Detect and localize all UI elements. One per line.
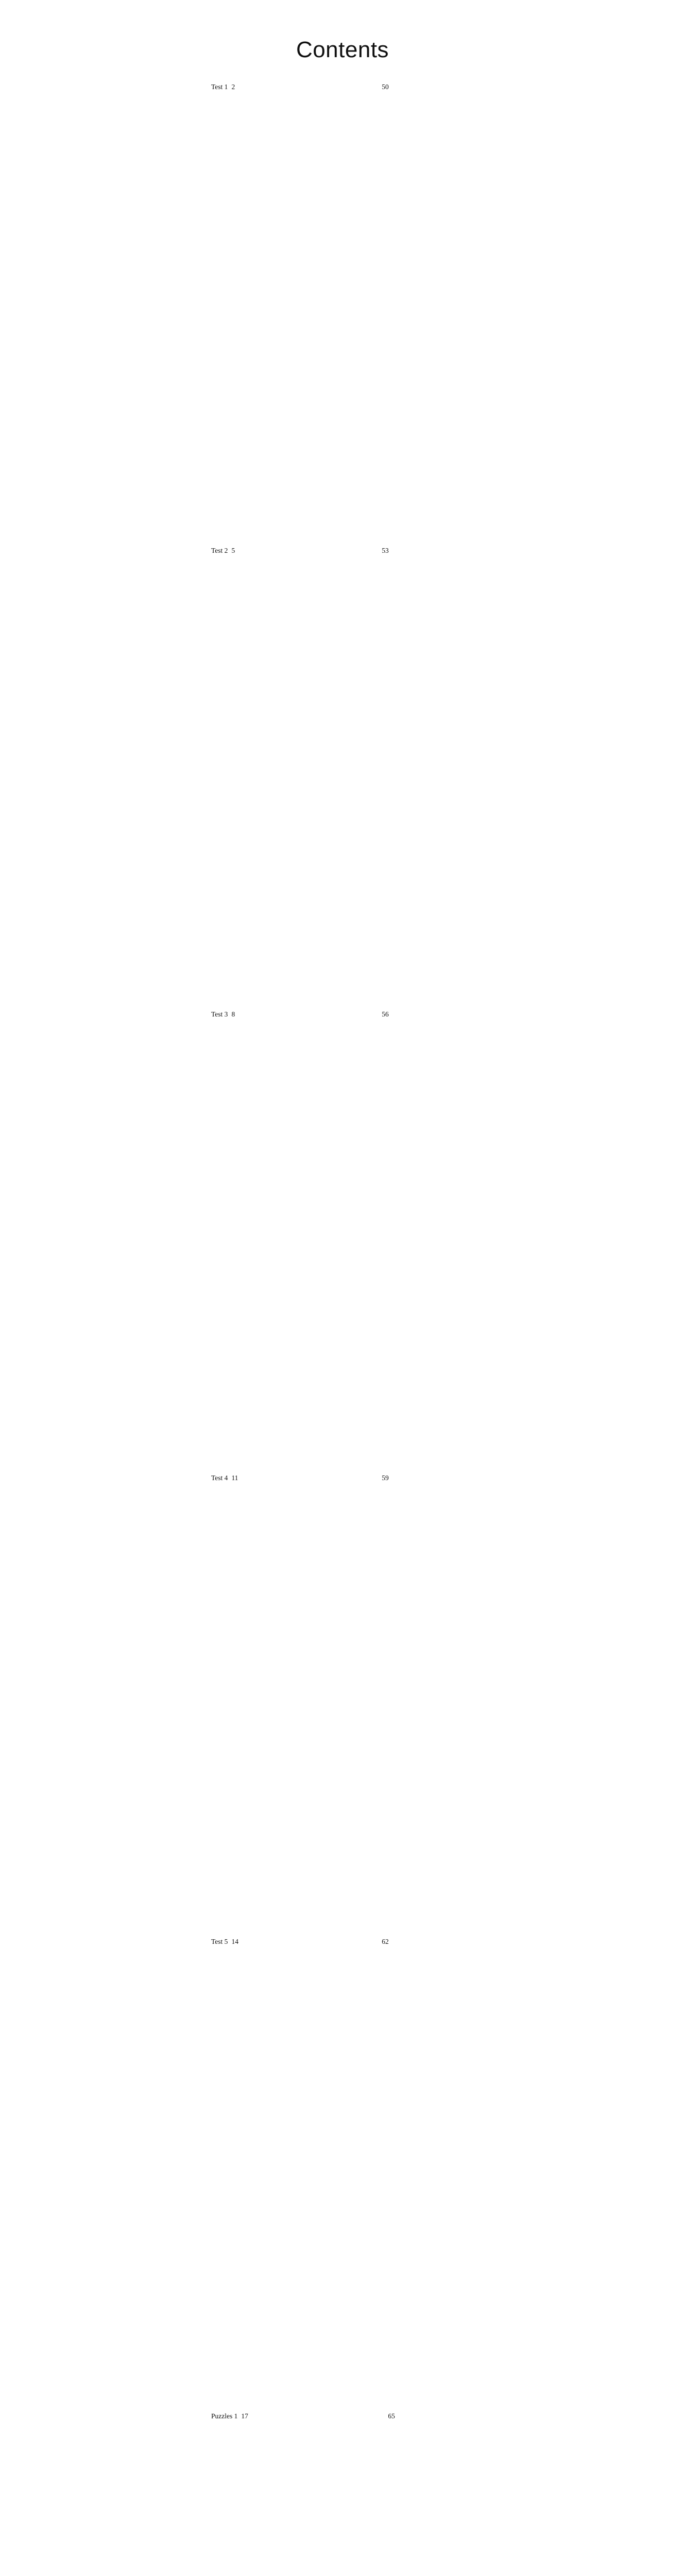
toc-entry-page: 2 (229, 81, 571, 545)
toc-entry-page: 17 (239, 2411, 581, 2576)
toc-entry (211, 1936, 330, 2400)
toc-columns (173, 81, 512, 2576)
toc-group (211, 81, 330, 2400)
toc-entry-page: 53 (380, 545, 685, 1009)
toc-entry-page: 65 (386, 2411, 685, 2576)
toc-entry-page: 5 (229, 545, 571, 1009)
toc-entry (211, 545, 330, 1009)
toc-entry-page: 14 (229, 1936, 571, 2400)
toc-entry (211, 1472, 330, 1936)
toc-entry-label: Test 1 (211, 83, 228, 91)
toc-entry-page: 56 (380, 1009, 685, 1472)
toc-entry (211, 81, 330, 545)
page-title: Contents (296, 37, 389, 62)
toc-entry-label: Test 3 (211, 1010, 228, 1018)
toc-group (211, 2411, 330, 2576)
toc-entry-page: 11 (229, 1472, 571, 1936)
toc-entry (211, 2411, 330, 2576)
toc-entry-label: Test 4 (211, 1474, 228, 1482)
toc-entry-label: Puzzles 1 (211, 2412, 238, 2420)
toc-entry-page: 62 (380, 1936, 685, 2400)
toc-entry-label: Test 2 (211, 547, 228, 554)
toc-entry-page: 50 (380, 81, 685, 545)
toc-column-left (211, 81, 330, 2576)
toc-entry-page: 59 (380, 1472, 685, 1936)
toc-entry (211, 1009, 330, 1472)
toc-entry-label: Test 5 (211, 1938, 228, 1945)
toc-entry-page: 8 (229, 1009, 571, 1472)
contents-page (173, 0, 512, 2420)
